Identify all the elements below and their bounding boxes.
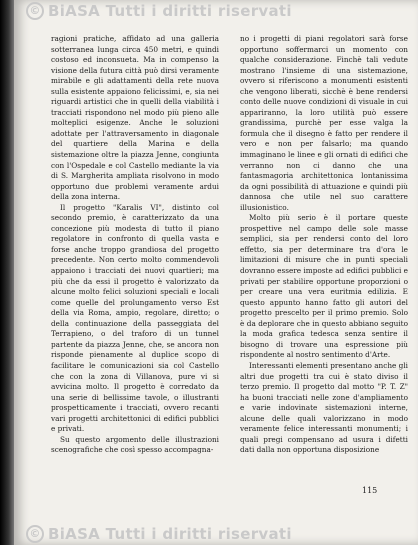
copyright-icon: © [26, 525, 44, 543]
paragraph: Interessanti elementi presentano anche gli altri due progetti tra cui è stato diviso il terzo premio. Il progetto dal motto "P. T. Z" ha buoni tracciati nelle zone d'ampliamento e varie indovinate sistemazioni interne, alcune delle quali valorizzano in modo veramente felice interessanti monumenti; i quali pregi compensano ad usura i difetti dati dalla non opportuna disposizione [240, 360, 409, 455]
watermark-bottom [26, 525, 292, 543]
page-number: 115 [362, 486, 378, 495]
watermark-text: BiASA Tutti i diritti riservati [48, 2, 292, 20]
right-column [240, 34, 408, 456]
paragraph: ragioni pratiche, affidato ad una galleria sotterranea lunga circa 450 metri, e quindi costoso ed inconsueta. Ma in compenso la visione della futura città può dirsi veramente mirabile e gli adattamenti della rete nuova sulla esistente appaiono felicissimi, e, sia nei riguardi artistici che in quelli della viabilità i tracciati rispondono nel modo più pieno alle molteplici esigenze. Anche le soluzioni adottate per l'attraversamento in diagonale del quartiere della Marina e della sistemazione oltre la piazza Jenne, congiunta con l'Ospedale e col Castello mediante la via di S. Margherita ampliata risolvono in modo opportuno due problemi veramente ardui della zona interna. [51, 34, 219, 202]
paragraph: Molto più serio è il portare queste prospettive nel campo delle sole masse semplici, sia per rendersi conto del loro effetto, sia per determinare tra d'ora le limitazioni di misure che in punti speciali dovranno essere imposte ad edifici pubblici e privati per stabilire opportune proporzioni o per creare una vera euritmia edilizia. E questo appunto hanno fatto gli autori del progetto prescelto per il primo premio. Solo è da deplorare che in questo abbiano seguito la moda grafica tedesca senza sentire il bisogno di trovare una espressione più rispondente al nostro sentimento d'Arte. [240, 213, 408, 360]
document-page [14, 0, 418, 545]
copyright-icon: © [26, 2, 44, 20]
paragraph: no i progetti di piani regolatori sarà forse opportuno soffermarci un momento con qualche considerazione. Finchè tali vedute mostrano l'insieme di una sistemazione, ovvero si riferiscono a monumenti esistenti che vengono liberati, sicchè è bene rendersi conto delle nuove condizioni di visuale in cui appariranno, la loro utilità può essere grandissima, purchè per esse valga la formula che il disegno è fatto per rendere il vero e non per falsarlo; ma quando immaginano le linee e gli ornati di edifici che verranno non ci danno che una fantasmagoria architettonica lontanissima da ogni possibilità di attuazione e quindi più dannosa che utile nel suo carattere illusionistico. [240, 34, 408, 212]
scan-edge [0, 0, 14, 545]
watermark-text: BiASA Tutti i diritti riservati [48, 525, 292, 543]
watermark-top [26, 2, 292, 20]
paragraph: Su questo argomento delle illustrazioni scenografiche che così spesso accompagna- [51, 434, 219, 455]
paragraph: Il progetto "Karalis VI", distinto col secondo premio, è caratterizzato da una concezione più modesta di tutto il piano regolatore in confronto di quella vasta e forse anche troppo grandiosa del progetto precedente. Non certo molto commendevoli appaiono i tracciati dei nuovi quartieri; ma più che da essi il progetto è valorizzato da alcune molto felici soluzioni speciali e locali come quelle del prolungamento verso Est della via Roma, ampio, regolare, diretto; o della continuazione della passeggiata del Terrapieno, o del traforo di un tunnel partente da piazza Jenne, che, se ancora non risponde pienamente al duplice scopo di facilitare le comunicazioni sia col Castello che con la zona di Villanova, pure vi si avvicina molto. Il progetto è corredato da una serie di bellissime tavole, o illustranti prospetticamente i tracciati, ovvero recanti vari progetti architettonici di edifici pubblici e privati. [51, 202, 219, 434]
left-column [51, 34, 219, 456]
